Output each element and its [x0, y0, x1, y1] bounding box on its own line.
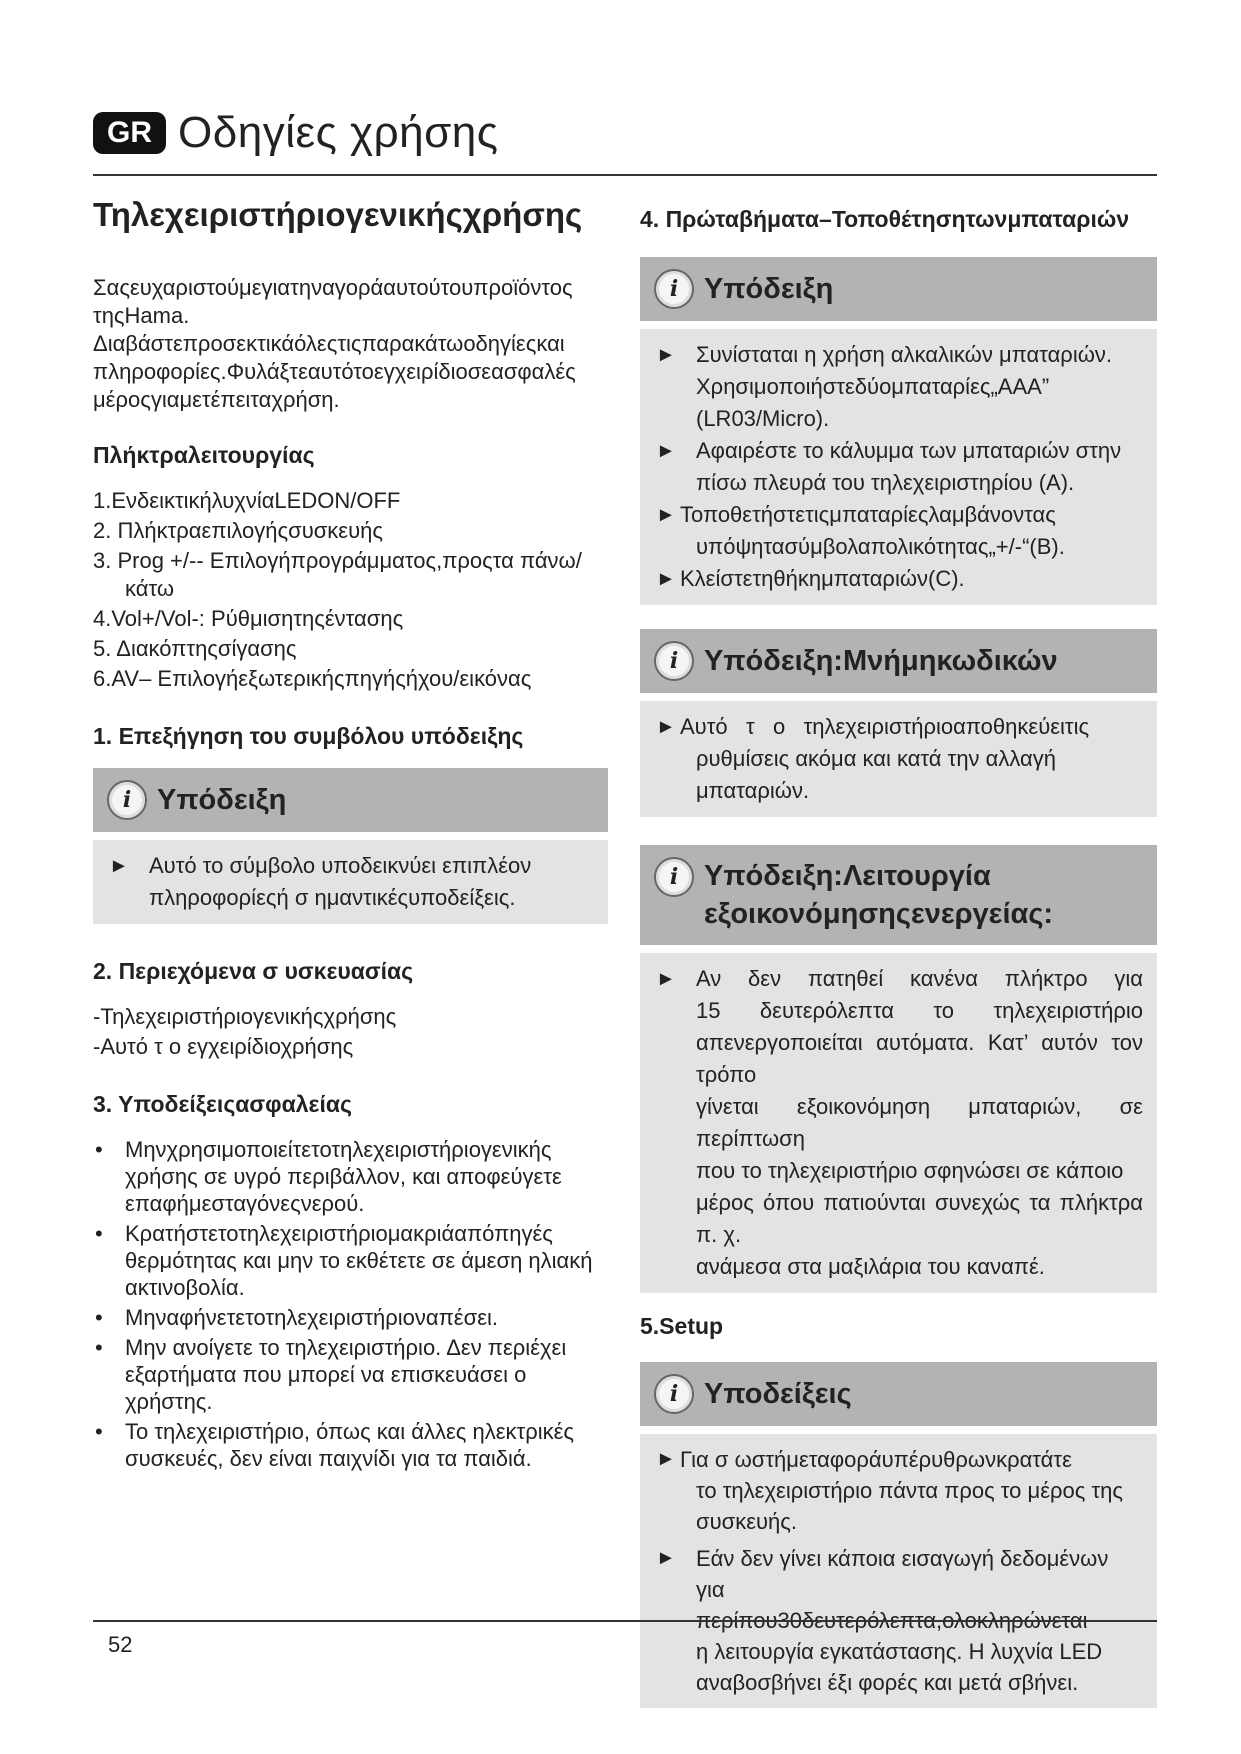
note-title: Υπόδειξη — [704, 273, 834, 305]
intro-line: Διαβάστεπροσεκτικάόλεςτιςπαρακάτωοδηγίεςκαι — [93, 331, 565, 356]
note-line: ανάμεσα στα μαξιλάρια του καναπέ. — [696, 1254, 1045, 1279]
note-title: εξοικονόμησηςενεργείας: — [704, 898, 1054, 930]
arrow-icon: ► — [656, 968, 676, 990]
key-item: 1.ΕνδεικτικήλυχνίαLEDON/OFF — [93, 488, 401, 513]
note-item — [654, 499, 1143, 563]
page-number: 52 — [108, 1632, 133, 1657]
note-header — [640, 845, 1157, 945]
bullet-icon: • — [95, 1221, 103, 1246]
arrow-icon: ► — [656, 568, 676, 590]
header-rule — [93, 174, 1157, 176]
note-line: το τηλεχειριστήριο πάντα προς το μέρος της — [696, 1478, 1124, 1503]
safety-item — [93, 1304, 608, 1331]
safety-line: εξαρτήματα που μπορεί να επισκευάσει ο χρήστης. — [125, 1362, 527, 1414]
note-line: Για σ ωστήμεταφοράυπέρυθρωνκρατάτε — [680, 1447, 1072, 1472]
note-header — [640, 629, 1157, 693]
key-item-continuation: κάτω — [125, 576, 175, 601]
safety-line: χρήσης σε υγρό περιβάλλον, και αποφεύγετε — [125, 1164, 562, 1189]
section-1-heading: 1. Επεξήγηση του συμβόλου υπόδειξης — [93, 723, 524, 749]
section-2-heading: 2. Περιεχόμενα σ υσκευασίας — [93, 958, 414, 984]
package-contents-list — [93, 1003, 608, 1061]
section-3-heading: 3. Υποδείξειςασφαλείας — [93, 1091, 352, 1117]
intro-line: μέροςγιαμετέπειταχρήση. — [93, 387, 340, 412]
note-line: Κλείστετηθήκημπαταριών(C). — [680, 566, 965, 591]
safety-line: Μηναφήνετετοτηλεχειριστήριοναπέσει. — [125, 1305, 499, 1330]
note-body — [640, 1434, 1157, 1708]
info-icon: i — [654, 857, 694, 897]
note-box-batteries — [640, 257, 1157, 605]
note-line: συσκευής. — [696, 1509, 797, 1534]
footer-rule — [93, 1620, 1157, 1622]
note-line: απενεργοποιείται αυτόματα. Κατ’ αυτόν τον τρόπο — [696, 1030, 1143, 1087]
arrow-icon: ► — [656, 344, 676, 366]
info-icon: i — [107, 780, 147, 820]
info-icon: i — [654, 641, 694, 681]
section-5-heading: 5.Setup — [640, 1313, 724, 1339]
info-icon: i — [654, 269, 694, 309]
note-box-setup — [640, 1362, 1157, 1708]
contents-item: -Αυτό τ ο εγχειρίδιοχρήσης — [93, 1034, 354, 1059]
note-title: Υπόδειξη — [157, 784, 287, 816]
key-item: 6.AV– Επιλογήεξωτερικήςπηγήςήχου/εικόνας — [93, 666, 532, 691]
right-column — [640, 196, 1157, 1726]
note-line: αναβοσβήνει έξι φορές και μετά σβήνει. — [696, 1670, 1079, 1695]
arrow-icon: ► — [656, 1547, 676, 1569]
arrow-icon: ► — [656, 716, 676, 738]
safety-line: ακτινοβολία. — [125, 1275, 245, 1300]
bullet-icon: • — [95, 1305, 103, 1330]
note-line: Αυτό τ ο τηλεχειριστήριοαποθηκεύειτις — [680, 714, 1090, 739]
safety-line: θερμότητας και μην το εκθέτετε σε άμεση ηλιακή — [125, 1248, 593, 1273]
key-item: 5. Διακόπτηςσίγασης — [93, 636, 297, 661]
note-header — [93, 768, 608, 832]
page-header — [93, 106, 498, 160]
key-item: 4.Vol+/Vol-: Ρύθμισητηςέντασης — [93, 606, 404, 631]
note-body — [640, 701, 1157, 817]
section-4-heading: 4. Πρώταβήματα–Τοποθέτησητωνμπαταριών — [640, 206, 1130, 232]
note-line: 15 δευτερόλεπτα το τηλεχειριστήριο — [696, 998, 1143, 1023]
note-line: μέρος όπου πατιούνται συνεχώς τα πλήκτρα π. χ. — [696, 1190, 1143, 1247]
arrow-icon: ► — [109, 855, 129, 877]
note-line: που το τηλεχειριστήριο σφηνώσει σε κάποιο — [696, 1158, 1124, 1183]
contents-item: -Τηλεχειριστήριογενικήςχρήσης — [93, 1004, 397, 1029]
safety-line: επαφήμεσταγόνεςνερού. — [125, 1191, 365, 1216]
note-item — [654, 435, 1143, 499]
note-line: Αν δεν πατηθεί κανένα πλήκτρο για — [696, 966, 1143, 991]
note-line: Αυτό το σύμβολο υποδεικνύει επιπλέον — [149, 853, 532, 878]
keys-list — [93, 487, 608, 693]
safety-item — [93, 1220, 608, 1301]
intro-paragraph — [93, 274, 608, 414]
bullet-icon: • — [95, 1137, 103, 1162]
note-item — [654, 339, 1143, 435]
safety-line: Το τηλεχειριστήριο, όπως και άλλες ηλεκτρικές — [125, 1419, 575, 1444]
safety-item — [93, 1136, 608, 1217]
key-item: 3. Prog +/-- Επιλογήπρογράμματος,προςτα πάνω/ — [93, 548, 582, 573]
safety-item — [93, 1418, 608, 1472]
note-box-symbol — [93, 768, 608, 924]
main-heading: Τηλεχειριστήριογενικήςχρήσης — [93, 196, 583, 233]
note-box-energy-saving — [640, 845, 1157, 1293]
note-line: (LR03/Micro). — [696, 406, 830, 431]
note-line: Εάν δεν γίνει κάποια εισαγωγή δεδομένων για — [696, 1546, 1109, 1602]
arrow-icon: ► — [656, 1448, 676, 1470]
info-icon: i — [654, 1374, 694, 1414]
note-line: περίπου30δευτερόλεπτα,ολοκληρώνεται — [696, 1608, 1088, 1633]
note-line: Τοποθετήστετιςμπαταρίεςλαμβάνοντας — [680, 502, 1056, 527]
note-item — [654, 711, 1143, 807]
document-title: Οδηγίες χρήσης — [178, 108, 499, 157]
note-line: ρυθμίσεις ακόμα και κατά την αλλαγή μπαταριών. — [696, 746, 1057, 803]
safety-line: συσκευές, δεν είναι παιχνίδι για τα παιδιά. — [125, 1446, 532, 1471]
note-title: Υπόδειξη:Μνήμηκωδικών — [704, 645, 1058, 677]
intro-line: τηςHama. — [93, 303, 190, 328]
note-line: υπόψητασύμβολαπολικότητας„+/-“(B). — [696, 534, 1065, 559]
safety-line: Κρατήστετοτηλεχειριστήριομακριάαπόπηγές — [125, 1221, 553, 1246]
arrow-icon: ► — [656, 504, 676, 526]
safety-line: Μηνχρησιμοποιείτετοτηλεχειριστήριογενικής — [125, 1137, 552, 1162]
note-box-code-memory — [640, 629, 1157, 817]
safety-line: Μην ανοίγετε το τηλεχειριστήριο. Δεν περιέχει — [125, 1335, 567, 1360]
note-item — [107, 850, 594, 914]
safety-item — [93, 1334, 608, 1415]
key-item: 2. Πλήκτραεπιλογήςσυσκευής — [93, 518, 383, 543]
note-line: γίνεται εξοικονόμηση μπαταριών, σε περίπτωση — [696, 1094, 1143, 1151]
language-badge: GR — [93, 112, 166, 154]
note-body — [640, 329, 1157, 605]
note-title: Υποδείξεις — [704, 1378, 852, 1410]
note-line: Χρησιμοποιήστεδύομπαταρίες„AAA” — [696, 374, 1050, 399]
note-item — [654, 963, 1143, 1283]
note-line: η λειτουργία εγκατάστασης. Η λυχνία LED — [696, 1639, 1103, 1664]
safety-list — [93, 1136, 608, 1472]
note-line: Αφαιρέστε το κάλυμμα των μπαταριών στην — [696, 438, 1122, 463]
intro-line: πληροφορίες.Φυλάξτεαυτότοεγχειρίδιοσεασφαλές — [93, 359, 576, 384]
note-header — [640, 257, 1157, 321]
note-line: πίσω πλευρά του τηλεχειριστηρίου (A). — [696, 470, 1075, 495]
keys-heading: Πλήκτραλειτουργίας — [93, 442, 315, 468]
note-header — [640, 1362, 1157, 1426]
arrow-icon: ► — [656, 440, 676, 462]
note-item — [654, 563, 1143, 595]
note-item — [654, 1444, 1143, 1537]
left-column — [93, 196, 608, 1475]
note-title: Υπόδειξη:Λειτουργία — [704, 860, 991, 892]
note-body — [640, 953, 1157, 1293]
note-line: Συνίσταται η χρήση αλκαλικών μπαταριών. — [696, 342, 1112, 367]
bullet-icon: • — [95, 1419, 103, 1444]
note-body — [93, 840, 608, 924]
note-line: πληροφορίεςή σ ημαντικέςυποδείξεις. — [149, 885, 516, 910]
bullet-icon: • — [95, 1335, 103, 1360]
intro-line: Σαςευχαριστούμεγιατηναγοράαυτούτουπροϊόντος — [93, 275, 573, 300]
